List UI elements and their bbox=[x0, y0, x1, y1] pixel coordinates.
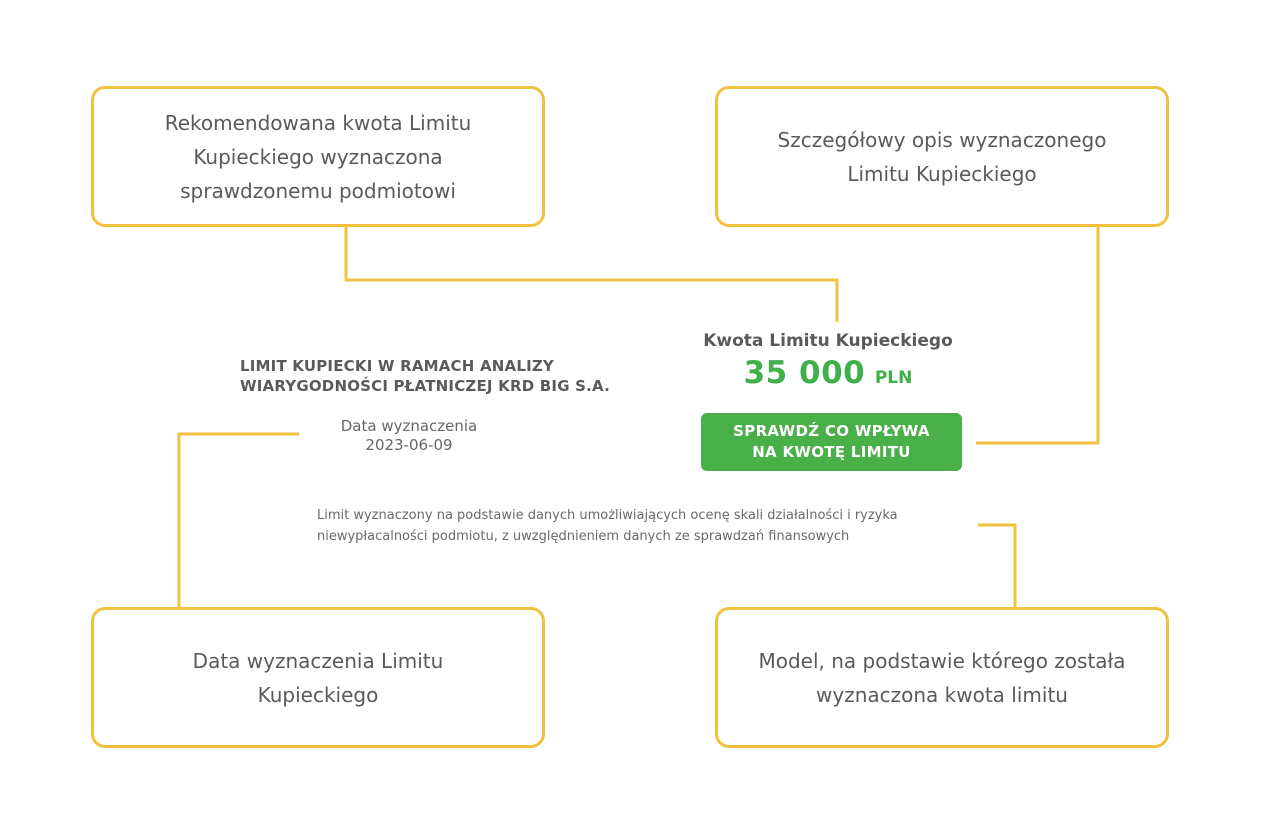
amount-value: 35 000 bbox=[743, 355, 866, 391]
connector-detailed-description bbox=[976, 227, 1098, 443]
report-title: LIMIT KUPIECKI W RAMACH ANALIZY WIARYGODNOŚCI PŁATNICZEJ KRD BIG S.A. bbox=[240, 357, 611, 395]
callout-recommended-amount bbox=[91, 86, 545, 227]
connector-recommended-amount bbox=[346, 227, 837, 322]
determination-date-block bbox=[309, 417, 509, 455]
callout-detailed-description bbox=[715, 86, 1169, 227]
amount-label: Kwota Limitu Kupieckiego bbox=[703, 331, 953, 351]
callout-detailed-description-text: Szczegółowy opis wyznaczonego Limitu Kupieckiego bbox=[777, 127, 1107, 186]
date-value: 2023-06-09 bbox=[365, 436, 453, 454]
callout-determination-date-text: Data wyznaczenia Limitu Kupieckiego bbox=[192, 648, 444, 707]
connector-model bbox=[978, 525, 1015, 607]
callout-model bbox=[715, 607, 1169, 748]
callout-recommended-amount-text: Rekomendowana kwota Limitu Kupieckiego wyznaczona sprawdzonemu podmiotowi bbox=[164, 110, 472, 203]
amount bbox=[688, 355, 968, 391]
callout-determination-date bbox=[91, 607, 545, 748]
limit-note: Limit wyznaczony na podstawie danych umożliwiających ocenę skali działalności i ryzyka niewypłacalności podmiotu, z uwzględnieniem danych ze sprawdzań finansowych bbox=[317, 508, 898, 544]
connector-determination-date bbox=[179, 434, 299, 607]
date-label: Data wyznaczenia bbox=[340, 417, 478, 435]
callout-model-text: Model, na podstawie którego została wyznaczona kwota limitu bbox=[758, 648, 1126, 707]
check-limit-factors-label: SPRAWDŹ CO WPŁYWA NA KWOTĘ LIMITU bbox=[733, 422, 930, 461]
amount-currency: PLN bbox=[874, 368, 913, 388]
check-limit-factors-button[interactable] bbox=[701, 413, 962, 471]
